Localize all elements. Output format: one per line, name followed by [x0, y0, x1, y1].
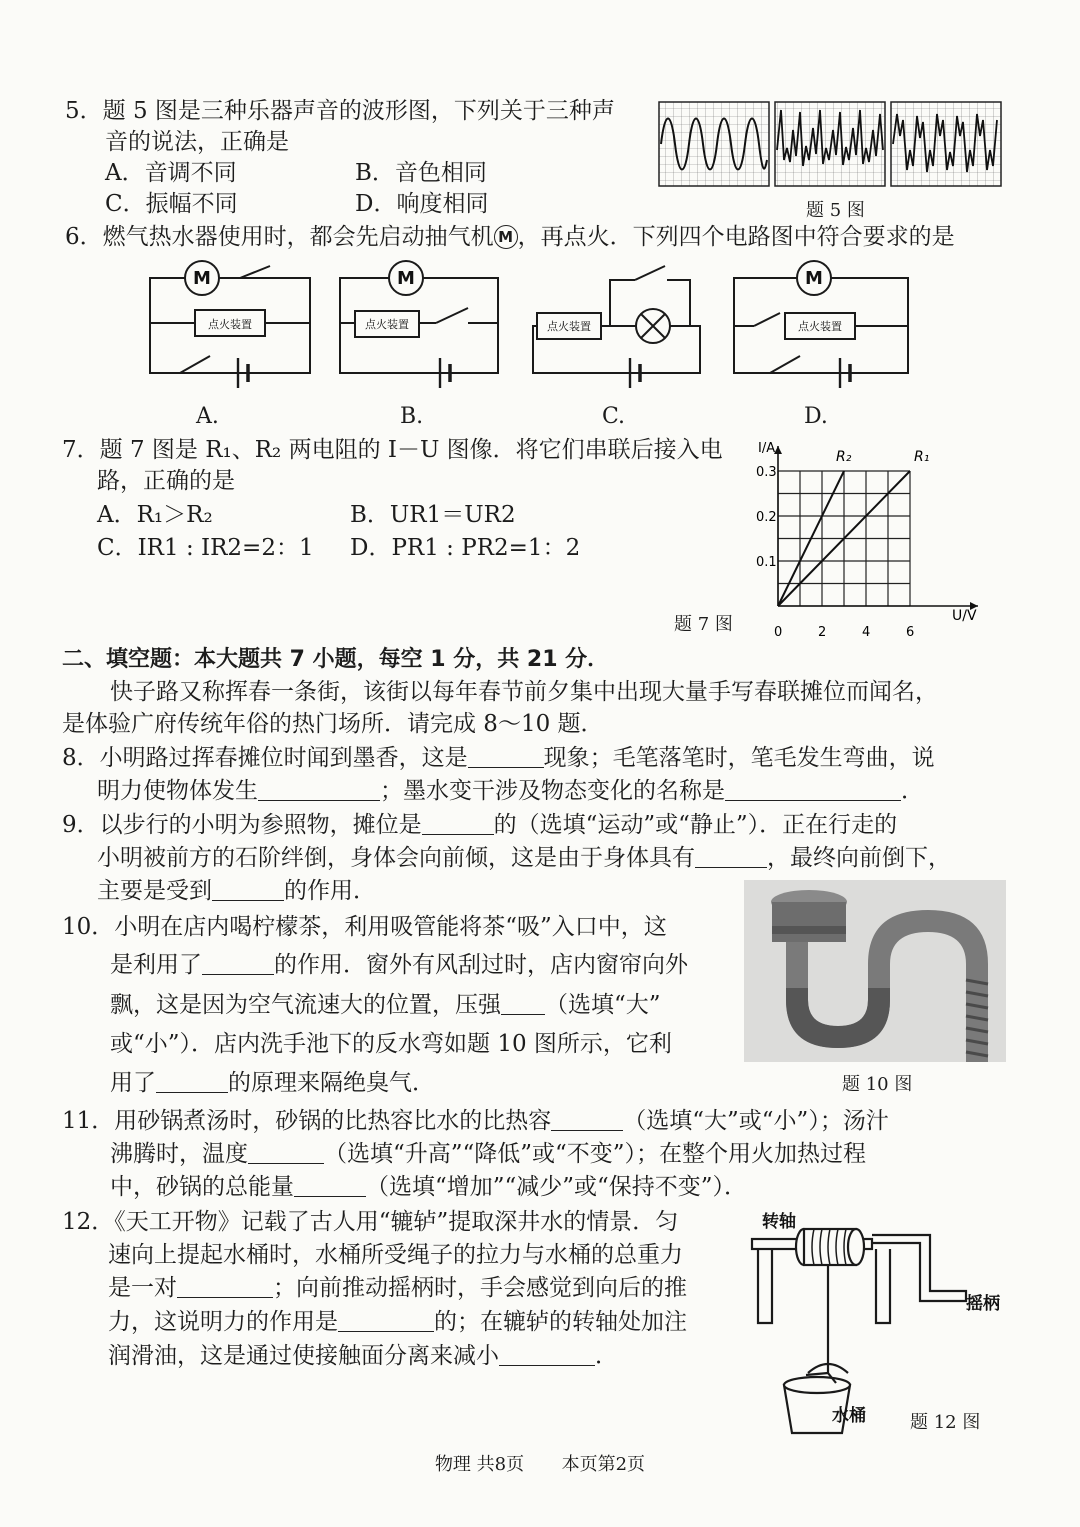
q8-line1: 8．小明路过挥春摊位时闻到墨香，这是 现象；毛笔落笔时，笔毛发生弯曲，说	[62, 745, 935, 771]
series-label: R₁	[914, 449, 930, 465]
chart-y-axis-label: I/A	[758, 441, 776, 456]
circuit-label-a: A.	[196, 404, 219, 429]
circuit-a-motor: M	[193, 268, 211, 289]
waveform-panel-2	[775, 102, 885, 186]
q10-blank-1[interactable]	[202, 952, 274, 975]
footer-current-page: 本页第2页	[561, 1454, 646, 1475]
x-tick-label: 6	[906, 625, 915, 640]
q10-blank-3[interactable]	[156, 1070, 228, 1093]
q5-option-b: B．音色相同	[355, 160, 487, 186]
q12-line1: 12．《天工开物》记载了古人用“辘轳”提取深井水的情景．匀	[62, 1209, 679, 1235]
q12-line2: 速向上提起水桶时，水桶所受绳子的拉力与水桶的总重力	[108, 1242, 683, 1268]
q7-stem-line1: 7．题 7 图是 R₁、R₂ 两电阻的 I－U 图像．将它们串联后接入电	[62, 437, 723, 463]
circuit-d-ignition-label: 点火装置	[798, 320, 842, 333]
q9-blank-2[interactable]	[695, 845, 767, 868]
q10-line3: 飘，这是因为空气流速大的位置，压强 （选填“大”	[110, 992, 661, 1018]
label-handle: 摇柄	[966, 1294, 1000, 1314]
x-tick-label: 2	[818, 625, 827, 640]
circuit-label-b: B.	[400, 404, 424, 429]
circuit-c-ignition-label: 点火装置	[547, 320, 591, 333]
q12-figure-caption: 题 12 图	[910, 1412, 981, 1433]
waveform-panel-3	[891, 102, 1001, 186]
footer-total-pages: 物理 共8页	[434, 1454, 525, 1475]
circuit-b	[340, 261, 498, 388]
q12-line3: 是一对 ；向前推动摇柄时，手会感觉到向后的推	[108, 1275, 687, 1301]
q7-option-a: A．R₁＞R₂	[97, 502, 213, 528]
q10-line5: 用了 的原理来隔绝臭气．	[110, 1070, 435, 1096]
q7-option-d: D．PR1 : PR2=1：2	[350, 535, 581, 561]
q6-stem: 6．燃气热水器使用时，都会先启动抽气机 M ，再点火．下列四个电路图中符合要求的是	[65, 224, 955, 250]
circuit-a-ignition-label: 点火装置	[208, 318, 252, 331]
q6-circuit-diagrams	[140, 258, 930, 398]
q5-option-c: C．振幅不同	[105, 191, 238, 217]
series-label: R₂	[836, 449, 852, 465]
q7-iu-chart	[740, 430, 1000, 645]
q7-stem-line2: 路，正确的是	[97, 468, 235, 494]
q11-blank-2[interactable]	[248, 1141, 324, 1164]
y-tick-label: 0.2	[756, 510, 777, 525]
q11-line2: 沸腾时，温度 （选填“升高”“降低”或“不变”）；在整个用火加热过程	[110, 1141, 867, 1167]
q10-figure-caption: 题 10 图	[842, 1074, 913, 1095]
circuit-b-ignition-label: 点火装置	[365, 318, 409, 331]
q5-figure-caption: 题 5 图	[806, 200, 865, 221]
q5-option-a: A．音调不同	[105, 160, 237, 186]
x-tick-label: 4	[862, 625, 871, 640]
q10-line1: 10．小明在店内喝柠檬茶，利用吸管能将茶“吸”入口中，这	[62, 914, 667, 940]
q12-windlass-figure	[744, 1205, 1044, 1445]
section2-intro-line2: 是体验广府传统年俗的热门场所．请完成 8～10 题．	[62, 711, 604, 737]
q11-line1: 11．用砂锅煮汤时，砂锅的比热容比水的比热容 （选填“大”或“小”）；汤汁	[62, 1108, 889, 1134]
label-bucket: 水桶	[832, 1406, 866, 1426]
q10-blank-2[interactable]	[501, 992, 545, 1015]
q10-line2: 是利用了 的作用．窗外有风刮过时，店内窗帘向外	[110, 952, 688, 978]
circuit-d-motor: M	[805, 268, 823, 289]
y-tick-label: 0.3	[756, 465, 777, 480]
q11-blank-1[interactable]	[551, 1108, 623, 1131]
q8-blank-2[interactable]	[258, 778, 380, 801]
label-axle: 转轴	[762, 1212, 796, 1232]
q8-blank-1[interactable]	[468, 745, 544, 768]
q5-option-d: D．响度相同	[355, 191, 489, 217]
q5-stem-line2: 音的说法，正确是	[105, 129, 289, 155]
q12-blank-2[interactable]	[338, 1309, 434, 1332]
circuit-b-motor: M	[397, 268, 415, 289]
x-tick-label: 0	[774, 625, 783, 640]
q12-line4: 力，这说明力的作用是 的；在辘轳的转轴处加注	[108, 1309, 687, 1335]
circuit-label-d: D.	[804, 404, 828, 429]
motor-symbol-icon: M	[494, 225, 518, 249]
q9-line3: 主要是受到 的作用．	[97, 878, 376, 904]
q9-blank-1[interactable]	[422, 812, 494, 835]
q8-blank-3[interactable]	[725, 778, 901, 801]
q7-option-c: C．IR1 : IR2=2：1	[97, 535, 314, 561]
circuit-label-c: C.	[602, 404, 626, 429]
chart-x-axis-label: U/V	[952, 608, 977, 624]
q12-line5: 润滑油，这是通过使接触面分离来减小 ．	[108, 1343, 618, 1369]
q12-blank-3[interactable]	[499, 1343, 595, 1366]
page-footer	[0, 1450, 1080, 1476]
q9-line1: 9．以步行的小明为参照物，摊位是 的（选填“运动”或“静止”）．正在行走的	[62, 812, 898, 838]
section2-intro-line1: 快子路又称挥春一条街，该街以每年春节前夕集中出现大量手写春联摊位而闻名，	[110, 679, 938, 705]
q12-blank-1[interactable]	[177, 1275, 273, 1298]
q11-line3: 中，砂锅的总能量 （选填“增加”“减少”或“保持不变”）．	[110, 1174, 748, 1200]
q9-blank-3[interactable]	[212, 878, 284, 901]
waveform-panel-1	[659, 102, 769, 186]
q8-line2: 明力使物体发生 ；墨水变干涉及物态变化的名称是 ．	[97, 778, 924, 804]
section2-heading: 二、填空题：本大题共 7 小题，每空 1 分，共 21 分．	[62, 647, 610, 672]
q7-option-b: B．UR1＝UR2	[350, 502, 516, 528]
q7-figure-caption: 题 7 图	[674, 614, 733, 635]
y-axis-arrow	[774, 446, 782, 454]
chart-series	[778, 449, 929, 606]
q11-blank-3[interactable]	[294, 1174, 366, 1197]
q5-stem-line1: 5．题 5 图是三种乐器声音的波形图，下列关于三种声	[65, 98, 615, 124]
q10-line4: 或“小”）．店内洗手池下的反水弯如题 10 图所示，它利	[110, 1031, 672, 1057]
q10-drain-trap-photo	[744, 880, 1006, 1062]
q9-line2: 小明被前方的石阶绊倒，身体会向前倾，这是由于身体具有 ，最终向前倒下，	[97, 845, 951, 871]
q5-waveform-figure	[657, 100, 1003, 190]
y-tick-label: 0.1	[756, 555, 777, 570]
